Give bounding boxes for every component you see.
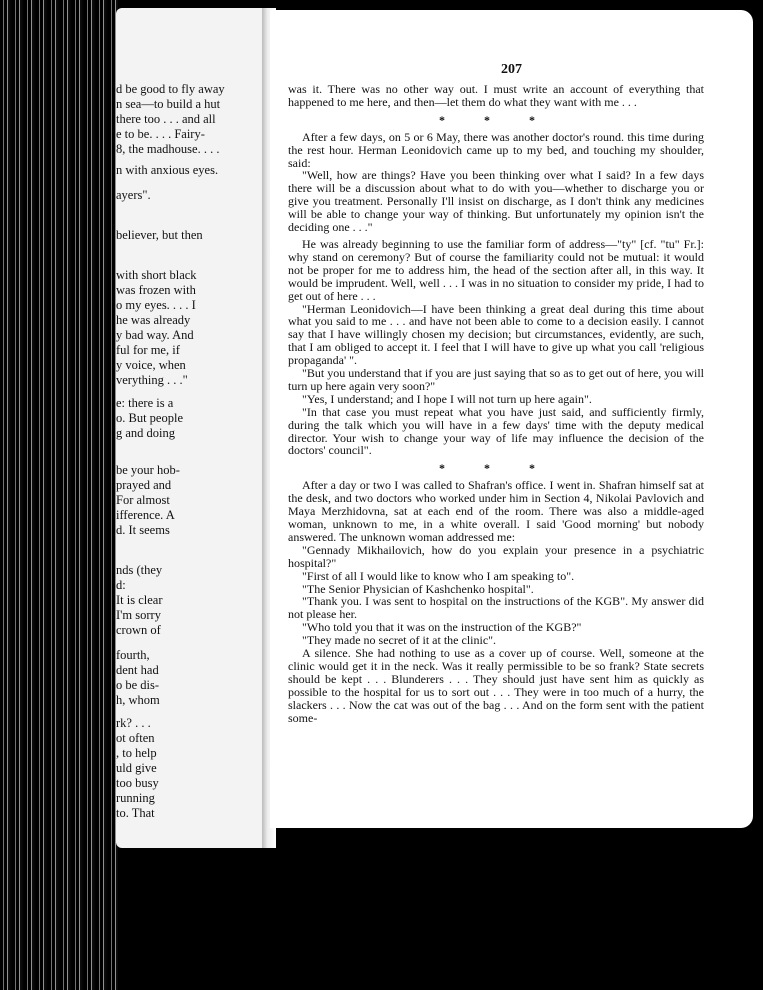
paragraph: was it. There was no other way out. I must write an account of everything that happened to me here, and then—let them do what they want with me . . . [288,82,704,109]
scan-shadow-edge [0,0,118,990]
left-page-fragment [116,8,266,848]
left-line: crown of [116,623,161,637]
left-line: g and doing [116,426,176,440]
left-line: be your hob- [116,463,180,477]
left-line: too busy [116,776,159,790]
paragraph: After a few days, on 5 or 6 May, there was another doctor's round. this time during the rest hour. Herman Leonidovich came up to my bed, and touching my shoulder, said: [288,129,704,170]
page-number: 207 [501,62,522,77]
paragraph: "In that case you must repeat what you have just said, and sufficiently firmly, during the talk which you will have in a few days' time with the deputy medical director. Your wish to change your way of life may influence the decision of the doctors' council". [288,404,704,458]
left-line: to. That [116,806,155,820]
paragraph: He was already beginning to use the familiar form of address—"ty" [cf. "tu" Fr.]: why stand on ceremony? But of course the familiarity could not be mutual: it would not be proper for me to address him, the head of the section after all, in this way. It would be imprudent. Well, well . . . I was in no situation to consider my pride, I had to get out of here . . . [288,236,704,303]
left-line: o my eyes. . . . I [116,298,196,312]
paragraph: A silence. She had nothing to use as a cover up of course. Well, someone at the clinic would get it in the neck. Was it really permissible to be so frank? State secrets should be kept . . . Blunderers . . . They should just have sent him as quickly as possible to the hospital for us to sort out . . . They were in too much of a hurry, the slackers . . . Now the cat was out of the bag . . . And on the form sent with the patient some- [288,646,704,725]
left-line: nds (they [116,563,163,577]
left-line: e to be. . . . Fairy- [116,127,205,141]
left-line: believer, but then [116,228,203,242]
left-line: with short black [116,268,197,282]
left-line: verything . . ." [116,373,188,387]
paragraph: After a day or two I was called to Shafran's office. I went in. Shafran himself sat at the desk, and two doctors who worked under him in Section 4, Nikolai Pavlovich and Maya Merzhidovna, sat at each end of the room. There was also a middle-aged woman, unknown to me, in a white overall. I said 'Good morning' but nobody answered. The unknown woman addressed me: [288,478,704,544]
paragraph: "Gennady Mikhailovich, how do you explain your presence in a psychiatric hospital?" [288,542,704,570]
left-line: dent had [116,663,159,677]
left-line: there too . . . and all [116,112,216,126]
left-line: was frozen with [116,283,196,297]
left-line: o be dis- [116,678,160,692]
left-line: ayers". [116,188,151,202]
paragraph: "Who told you that it was on the instruction of the KGB?" [302,620,582,635]
left-line: y bad way. And [116,328,194,342]
left-line: n sea—to build a hut [116,97,221,111]
left-line: For almost [116,493,170,507]
left-line: 8, the madhouse. . . . [116,142,220,156]
left-line: d: [116,578,126,592]
paragraph: "Well, how are things? Have you been thinking over what I said? In a few days there will be a discussion about what to do with you—whether to discharge you or give you treatment. Personally I'll insist on discharge, as I don't think any medicines will be able to change your way of thinking. But unfortunately my opinion isn't the deciding one . . ." [288,168,704,235]
paragraph: "Thank you. I was sent to hospital on the instructions of the KGB". My answer did not please her. [288,594,704,622]
left-line: ot often [116,731,155,745]
paragraph: "Yes, I understand; and I hope I will not turn up here again". [302,391,592,406]
section-break: * * * [439,112,553,127]
left-line: y voice, when [116,358,186,372]
left-line: n with anxious eyes. [116,163,219,177]
scan-background [256,848,763,990]
left-line: d. It seems [116,523,170,537]
body-text [288,83,704,725]
left-line: It is clear [116,593,163,607]
left-line: ful for me, if [116,343,180,357]
left-line: fourth, [116,648,150,662]
paragraph: "Herman Leonidovich—I have been thinking a great deal during this time about what you said to me . . . and have not been able to come to a decision easily. I cannot say that I have willingly chosen my decision; but circumstances, evidently, are such, that I am obliged to accept it. I feel that I will have to give up what you call 'religious propaganda' ". [288,301,704,368]
left-line: ifference. A [116,508,175,522]
left-line: e: there is a [116,396,174,410]
paragraph: "First of all I would like to know who I am speaking to". [302,568,575,583]
left-line: d be good to fly away [116,82,225,96]
left-line: rk? . . . [116,716,151,730]
section-break: * * * [439,461,553,476]
left-line: running [116,791,155,805]
left-line: o. But people [116,411,184,425]
paragraph: "The Senior Physician of Kashchenko hospital". [302,581,534,596]
left-line: prayed and [116,478,172,492]
right-page [270,10,753,828]
left-line: h, whom [116,693,160,707]
paragraph: "But you understand that if you are just saying that so as to get out of here, you will turn up here again very soon?" [288,366,704,393]
left-line: he was already [116,313,191,327]
left-line: uld give [116,761,157,775]
left-line: , to help [116,746,157,760]
left-line: I'm sorry [116,608,161,622]
paragraph: "They made no secret of it at the clinic". [302,633,497,648]
